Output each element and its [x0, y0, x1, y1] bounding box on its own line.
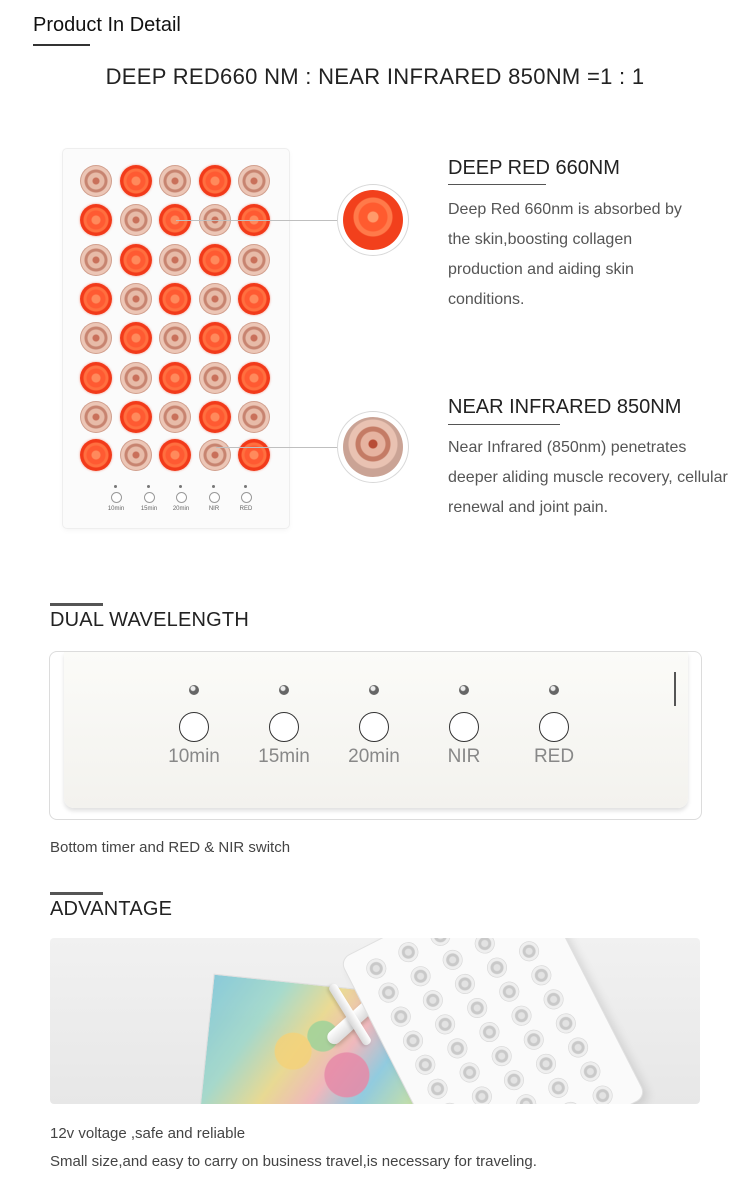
panel-button-red [241, 492, 252, 503]
near-infrared-led [199, 283, 231, 315]
panel-button-20min [176, 492, 187, 503]
device-led [545, 1074, 572, 1101]
device-led [565, 1034, 592, 1061]
device-led [533, 1050, 560, 1077]
near-infrared-led [80, 244, 112, 276]
panel-button-label: 10min [107, 506, 125, 512]
near-infrared-led [238, 322, 270, 354]
timer-indicator-light [189, 685, 199, 695]
device-led [520, 1026, 547, 1053]
device-bottom-edge [64, 652, 688, 808]
device-led [419, 987, 446, 1014]
near-infrared-led [80, 322, 112, 354]
deep-red-led [238, 439, 270, 471]
device-led [375, 979, 402, 1006]
deep-red-led [120, 244, 152, 276]
near-infrared-led [120, 362, 152, 394]
deep-red-led [238, 283, 270, 315]
timer-button-nir [449, 712, 479, 742]
deep-red-led [120, 322, 152, 354]
dual-section-marker [50, 603, 103, 606]
device-led [471, 938, 498, 957]
deep-red-led [80, 204, 112, 236]
deep-red-led [120, 165, 152, 197]
near-infrared-led [120, 204, 152, 236]
device-led [552, 1010, 579, 1037]
device-led [508, 1002, 535, 1029]
deep-red-led [238, 362, 270, 394]
device-led [589, 1082, 616, 1104]
indicator-light [212, 485, 215, 488]
device-led [464, 995, 491, 1022]
device-led [427, 938, 454, 949]
advantage-heading: ADVANTAGE [50, 898, 173, 920]
deep-red-led [159, 362, 191, 394]
deep-red-led [199, 401, 231, 433]
near-infrared-led [238, 244, 270, 276]
device-led [412, 1051, 439, 1078]
deep-red-heading: DEEP RED 660NM [448, 157, 620, 179]
deep-red-led [199, 322, 231, 354]
deep-red-led [199, 244, 231, 276]
deep-red-led [80, 362, 112, 394]
deep-red-leader-line [176, 220, 338, 221]
deep-red-led [80, 283, 112, 315]
device-led [484, 954, 511, 981]
device-led [528, 962, 555, 989]
timer-button-label: 20min [348, 746, 400, 767]
deep-red-led [159, 439, 191, 471]
device-led [451, 970, 478, 997]
deep-red-led [199, 165, 231, 197]
panel-button-label: RED [239, 506, 253, 512]
timer-indicator-light [459, 685, 469, 695]
timer-button-20min [359, 712, 389, 742]
timer-button-label: NIR [447, 746, 481, 767]
device-led [540, 986, 567, 1013]
device-led [407, 963, 434, 990]
timer-button-label: RED [533, 746, 575, 767]
device-led [444, 1035, 471, 1062]
map-continents [246, 1011, 395, 1104]
device-led [395, 939, 422, 966]
deep-red-led [159, 283, 191, 315]
advantage-section-marker [50, 892, 103, 895]
title-underline [33, 44, 90, 46]
deep-red-led-zoom [338, 185, 408, 255]
near-infrared-led [199, 362, 231, 394]
device-led [557, 1098, 584, 1104]
dual-wavelength-heading: DUAL WAVELENGTH [50, 609, 249, 631]
indicator-light [114, 485, 117, 488]
timer-button-10min [179, 712, 209, 742]
device-led [496, 978, 523, 1005]
nir-heading-underline [448, 424, 560, 425]
device-led [501, 1067, 528, 1094]
near-infrared-led [159, 401, 191, 433]
deep-red-led [120, 401, 152, 433]
indicator-light [147, 485, 150, 488]
nir-leader-line [216, 447, 338, 448]
device-led [424, 1075, 451, 1102]
near-infrared-led [238, 165, 270, 197]
deep-red-led [80, 439, 112, 471]
device-led [456, 1059, 483, 1086]
near-infrared-led [159, 165, 191, 197]
timer-button-red [539, 712, 569, 742]
led-panel-image [63, 149, 289, 528]
device-led [363, 955, 390, 982]
panel-button-label: NIR [208, 506, 220, 512]
device-edge-mark [674, 672, 676, 706]
panel-button-label: 15min [140, 506, 158, 512]
indicator-light [244, 485, 247, 488]
near-infrared-led [80, 401, 112, 433]
panel-button-nir [209, 492, 220, 503]
device-led [468, 1083, 495, 1104]
deep-red-description: Deep Red 660nm is absorbed by the skin,boosting collagen production and aiding skin conditions. [448, 201, 682, 308]
nir-description: Near Infrared (850nm) penetrates deeper aliding muscle recovery, cellular renewal and joint pain. [448, 439, 728, 516]
device-led [513, 1091, 540, 1104]
indicator-light [179, 485, 182, 488]
near-infrared-led [199, 439, 231, 471]
device-led [436, 1099, 463, 1104]
device-led [400, 1027, 427, 1054]
timer-caption: Bottom timer and RED & NIR switch [50, 839, 291, 856]
panel-button-10min [111, 492, 122, 503]
panel-button-label: 20min [172, 506, 190, 512]
device-led [476, 1019, 503, 1046]
device-led [577, 1058, 604, 1085]
near-infrared-led [120, 283, 152, 315]
timer-indicator-light [549, 685, 559, 695]
timer-indicator-light [279, 685, 289, 695]
panel-button-15min [144, 492, 155, 503]
timer-indicator-light [369, 685, 379, 695]
near-infrared-led [120, 439, 152, 471]
device-led [439, 946, 466, 973]
nir-led-zoom [338, 412, 408, 482]
near-infrared-led [159, 322, 191, 354]
device-led [488, 1043, 515, 1070]
deep-red-heading-underline [448, 184, 546, 185]
near-infrared-led [80, 165, 112, 197]
timer-button-label: 10min [168, 746, 220, 767]
advantage-line-1: 12v voltage ,safe and reliable [50, 1125, 246, 1142]
near-infrared-led [238, 401, 270, 433]
device-led [432, 1011, 459, 1038]
ratio-heading: DEEP RED660 NM : NEAR INFRARED 850NM =1 : 1 [105, 64, 645, 89]
nir-heading: NEAR INFRARED 850NM [448, 396, 682, 418]
page-title: Product In Detail [33, 14, 181, 36]
timer-switch-image [49, 651, 702, 820]
advantage-line-2: Small size,and easy to carry on business travel,is necessary for traveling. [50, 1153, 537, 1170]
near-infrared-led [159, 244, 191, 276]
travel-photo [50, 938, 700, 1104]
device-led [387, 1003, 414, 1030]
device-led [516, 938, 543, 965]
timer-button-label: 15min [258, 746, 310, 767]
timer-button-15min [269, 712, 299, 742]
